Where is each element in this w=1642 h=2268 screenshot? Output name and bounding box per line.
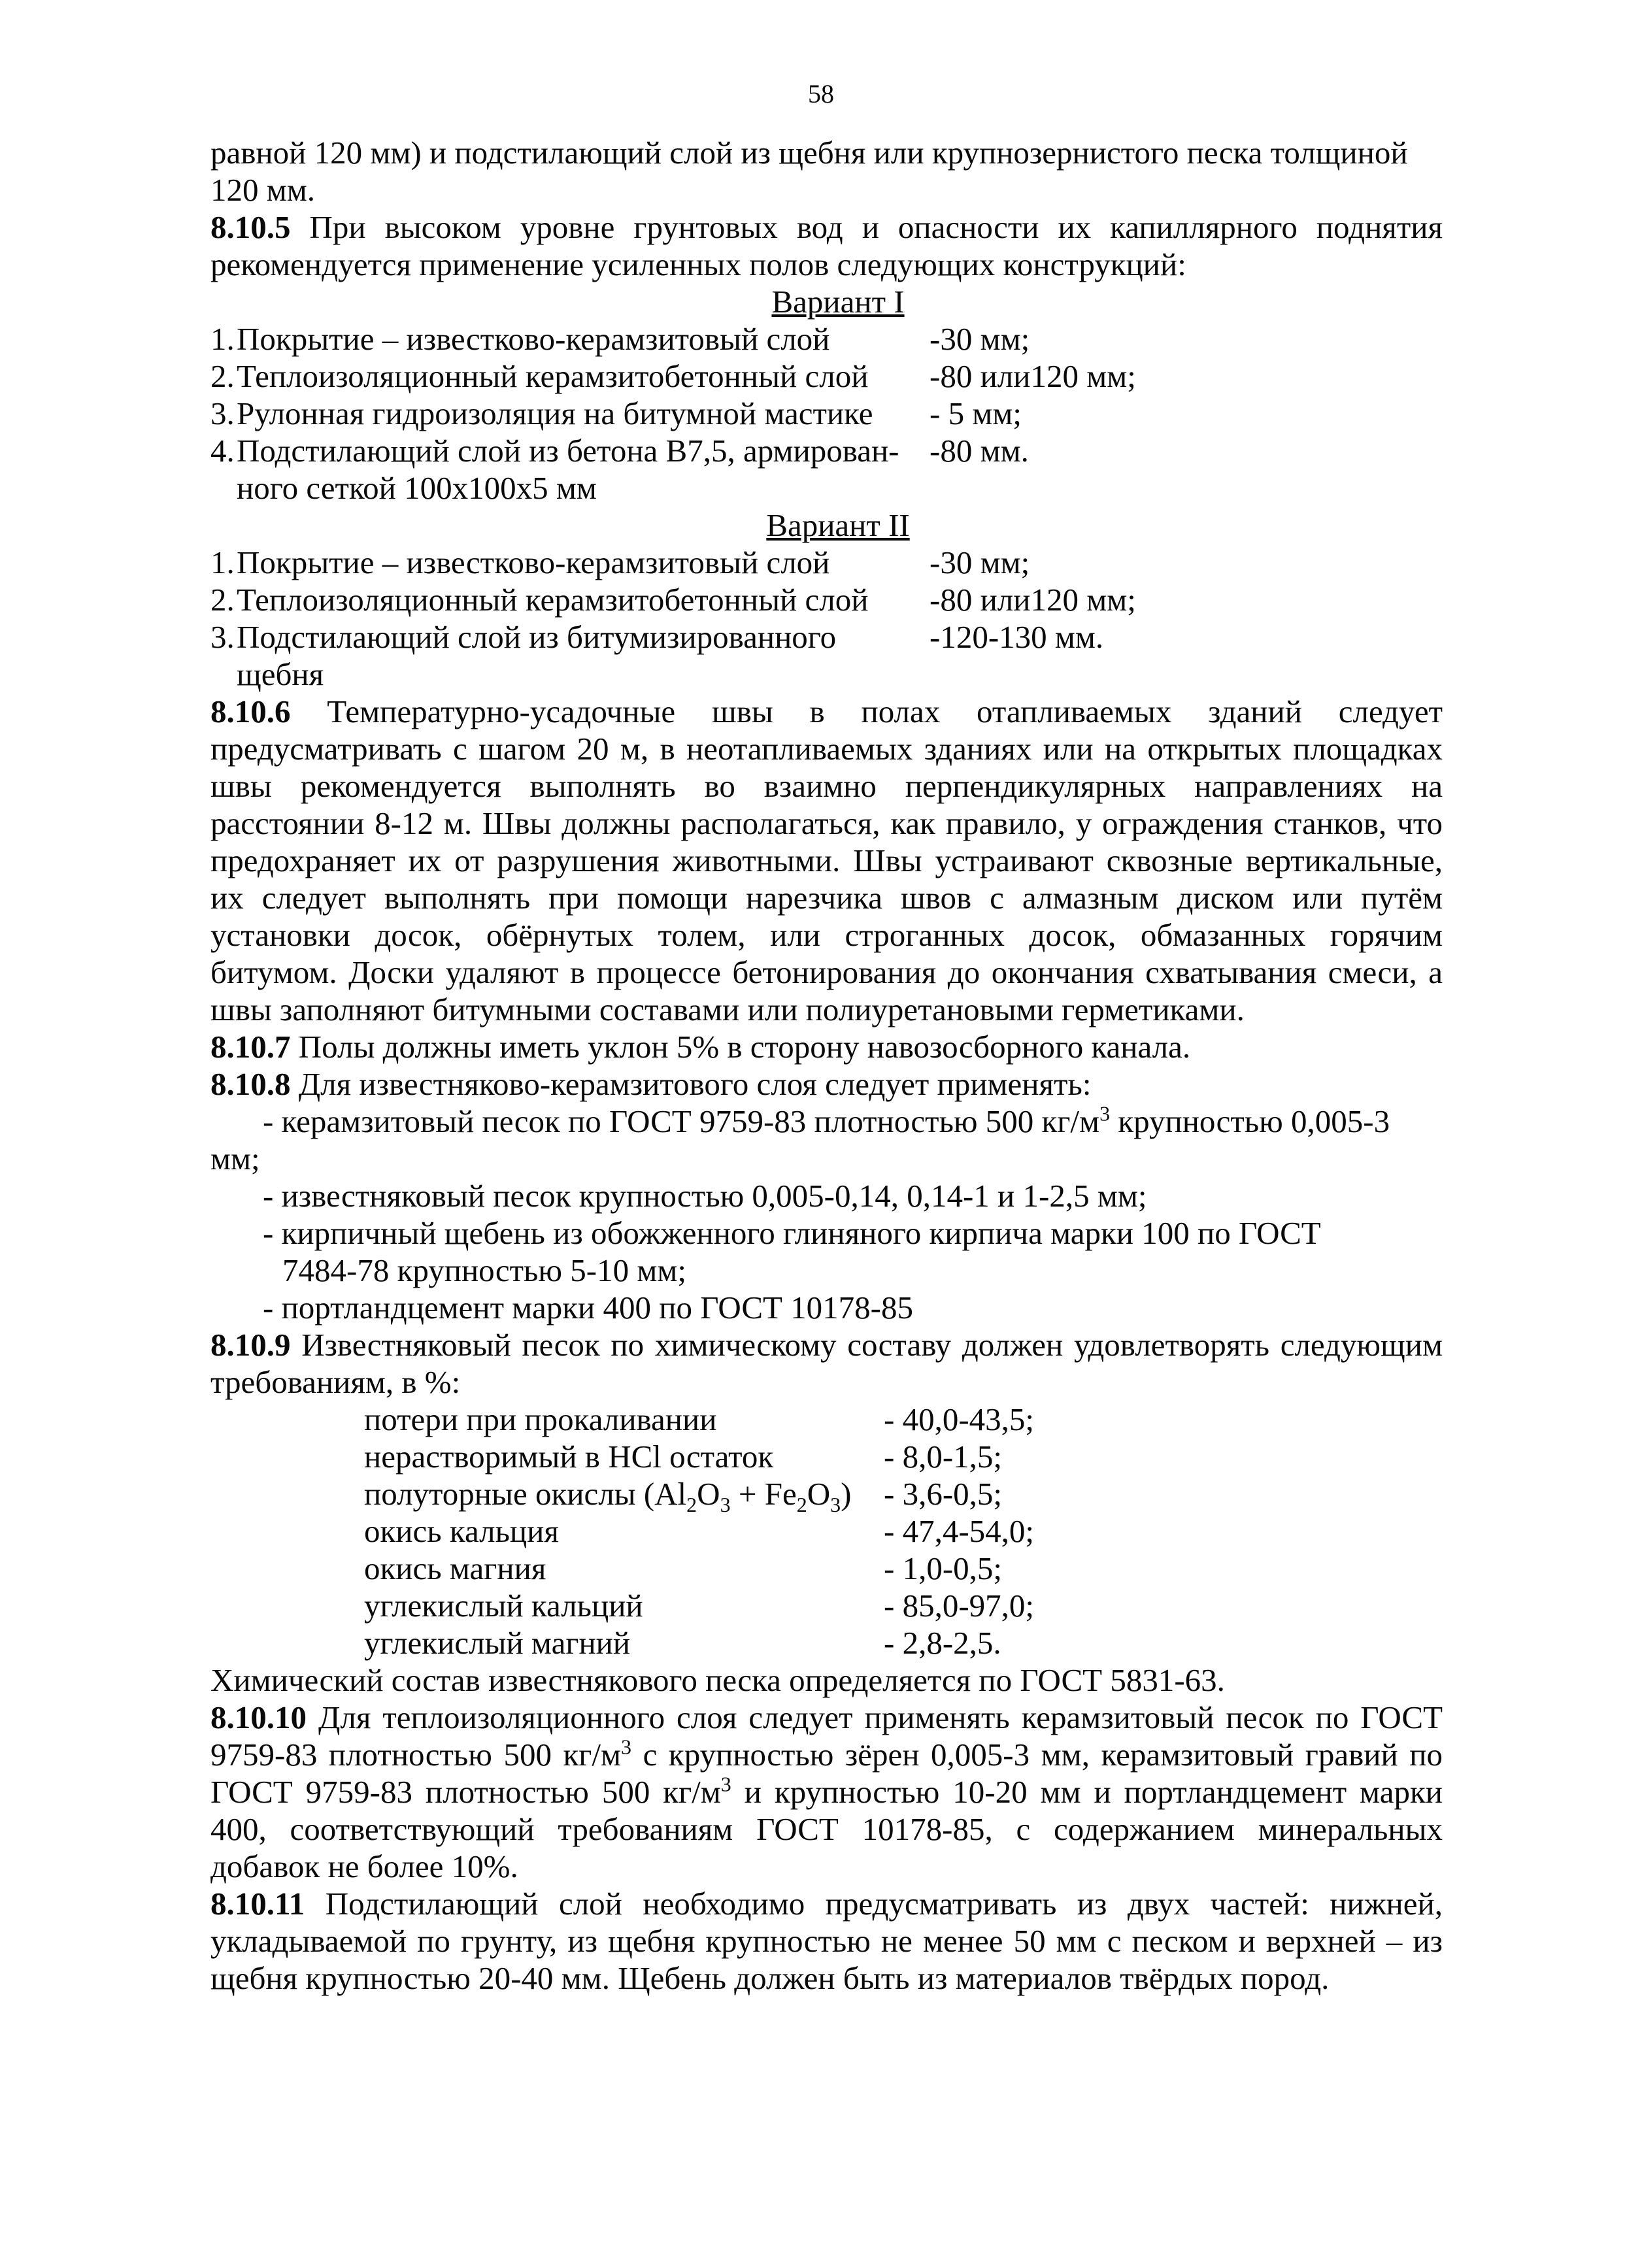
layer-number: 4. [210, 433, 235, 469]
clause-8-10-5 [210, 208, 1443, 283]
list-item-text: - керамзитовый песок по ГОСТ 9759-83 плотностью 500 кг/м [263, 1103, 1100, 1139]
layer-number: 1. [210, 544, 235, 580]
layer-row-continuation [210, 656, 1443, 693]
list-item-continuation [210, 1252, 1443, 1289]
table-row [364, 1438, 1034, 1475]
layer-row [210, 581, 1443, 618]
subscript: 3 [720, 1492, 731, 1516]
layer-row-continuation [210, 469, 1443, 507]
variant-2 [210, 507, 1443, 693]
layer-row [210, 544, 1443, 581]
table-row [364, 1550, 1034, 1587]
formula-part: ) [841, 1476, 852, 1512]
layer-name: Рулонная гидроизоляция на битумной мастике [237, 395, 873, 431]
table-row [364, 1512, 1034, 1550]
layer-name: Покрытие – известково-керамзитовый слой [237, 544, 830, 580]
formula-part: O [807, 1476, 831, 1512]
list-item: - кирпичный щебень из обожженного глиняного кирпича марки 100 по ГОСТ [263, 1215, 1321, 1251]
list-item-text: 7484-78 крупностью 5-10 мм; [282, 1252, 686, 1288]
variant-1 [210, 283, 1443, 507]
clause-8-10-11 [210, 1885, 1443, 1997]
variant-title: Вариант II [766, 507, 910, 543]
superscript: 3 [1099, 1101, 1111, 1126]
chemical-composition-table [364, 1401, 1034, 1661]
page-number: 58 [808, 79, 834, 108]
formula-part: полуторные окислы (Al [364, 1476, 687, 1512]
table-cell-value: - 85,0-97,0; [884, 1588, 1034, 1624]
table-row [364, 1624, 1034, 1661]
list-item [210, 1103, 1443, 1140]
clause-8-10-6 [210, 693, 1443, 1028]
list-item-text: крупностью 0,005-3 [1110, 1103, 1390, 1139]
clause-number: 8.10.11 [210, 1886, 305, 1922]
clause-text: При высоком уровне грунтовых вод и опасности их капиллярного поднятия рекомендуется применение усиленных полов следующих конструкций: [210, 209, 1443, 282]
clause-text: Полы должны иметь уклон 5% в сторону навозосборного канала. [290, 1029, 1191, 1065]
layer-name: Подстилающий слой из битумизированного [237, 619, 837, 655]
superscript: 3 [720, 1772, 731, 1796]
clause-number: 8.10.6 [210, 693, 291, 729]
layer-thickness: - 5 мм; [930, 395, 1022, 431]
material-list [210, 1103, 1443, 1326]
list-item: - портландцемент марки 400 по ГОСТ 10178-85 [263, 1290, 914, 1326]
table-cell-name: углекислый кальций [364, 1588, 643, 1624]
variant-title: Вариант I [771, 284, 905, 320]
formula-part: + Fe [730, 1476, 797, 1512]
clause-number: 8.10.7 [210, 1029, 291, 1065]
table-row [364, 1475, 1034, 1512]
table-cell-value: - 2,8-2,5. [884, 1625, 1001, 1661]
layer-row [210, 432, 1443, 469]
layer-number: 3. [210, 395, 235, 431]
layer-name: Подстилающий слой из бетона В7,5, армирован- [237, 433, 899, 469]
clause-8-10-8 [210, 1065, 1443, 1103]
clause-text: Для теплоизоляционного слоя следует применять керамзитовый песок по ГОСТ 9759-83 плотностью 500 кг/м [210, 1699, 1443, 1773]
clause-number: 8.10.5 [210, 209, 291, 245]
clause-number: 8.10.9 [210, 1327, 291, 1363]
clause-text: Для известняково-керамзитового слоя следует применять: [290, 1066, 1092, 1102]
intro-paragraph [210, 134, 1443, 208]
list-item: - известняковый песок крупностью 0,005-0,14, 0,14-1 и 1-2,5 мм; [263, 1178, 1147, 1214]
subscript: 3 [830, 1492, 841, 1516]
layer-number: 1. [210, 321, 235, 357]
table-row [364, 1587, 1034, 1624]
table-cell-value: - 47,4-54,0; [884, 1513, 1034, 1549]
table-cell-name: нерастворимый в HCl остаток [364, 1439, 774, 1475]
table-cell-value: - 3,6-0,5; [884, 1476, 1002, 1512]
clause-text: Температурно-усадочные швы в полах отапливаемых зданий следует предусматривать с шагом 20 м, в неотапливаемых зданиях или на открытых площадках швы рекомендуется выполнять во взаимно перпендикулярных направлениях на расстоянии 8-12 м. Швы должны располагаться, как правило, у ограждения станков, что предохраняет их от разрушения животными. Швы устраивают сквозные вертикальные, их следует выполнять при помощи нарезчика швов с алмазным диском или путём установки досок, обёрнутых толем, или строганных досок, обмазанных горячим битумом. Доски удаляют в процессе бетонирования до окончания схватывания смеси, а швы заполняют битумными составами или полиуретановыми герметиками. [210, 693, 1443, 1027]
clause-8-10-7 [210, 1028, 1443, 1065]
intro-line-2: 120 мм. [210, 172, 316, 208]
layer-row [210, 618, 1443, 656]
layer-thickness: -80 мм. [930, 433, 1029, 469]
list-item-continuation: мм; [210, 1141, 260, 1176]
clause-8-10-9 [210, 1326, 1443, 1401]
chemical-composition-note: Химический состав известнякового песка определяется по ГОСТ 5831-63. [210, 1662, 1225, 1698]
layer-thickness: -80 или120 мм; [930, 358, 1136, 394]
table-cell-value: - 1,0-0,5; [884, 1550, 1002, 1586]
table-cell-name: окись кальция [364, 1513, 559, 1549]
clause-text: Известняковый песок по химическому составу должен удовлетворять следующим требованиям, в %: [210, 1327, 1443, 1400]
table-cell-name: потери при прокаливании [364, 1401, 717, 1437]
layer-number: 2. [210, 358, 235, 394]
table-cell-name: окись магния [364, 1550, 546, 1586]
table-cell-value: - 8,0-1,5; [884, 1439, 1002, 1475]
clause-text: Подстилающий слой необходимо предусматривать из двух частей: нижней, укладываемой по грунту, из щебня крупностью не менее 50 мм с песком и верхней – из щебня крупностью 20-40 мм. Щебень должен быть из материалов твёрдых пород. [210, 1886, 1443, 1996]
clause-8-10-10 [210, 1699, 1443, 1885]
clause-text: с крупностью зёрен 0,005-3 мм, керамзитовый гравий по ГОСТ 9759-83 плотностью 500 кг/м [210, 1737, 1443, 1810]
layer-thickness: -80 или120 мм; [930, 582, 1136, 618]
layer-row [210, 320, 1443, 358]
layer-thickness: -30 мм; [930, 544, 1030, 580]
superscript: 3 [621, 1735, 632, 1759]
subscript: 2 [796, 1492, 807, 1516]
table-cell-name [364, 1475, 884, 1516]
layer-number: 2. [210, 582, 235, 618]
layer-name-continuation: щебня [237, 656, 324, 692]
subscript: 2 [686, 1492, 697, 1516]
layer-name: Покрытие – известково-керамзитовый слой [237, 321, 830, 357]
clause-text: и крупностью 10-20 мм и портландцемент марки 400, соответствующий требованиям ГОСТ 10178-85, с содержанием минеральных добавок не более 10%. [210, 1774, 1443, 1884]
table-cell-value: - 40,0-43,5; [884, 1401, 1034, 1437]
layer-name-continuation: ного сеткой 100х100х5 мм [237, 470, 597, 506]
layer-row [210, 358, 1443, 395]
layer-thickness: -30 мм; [930, 321, 1030, 357]
layer-row [210, 395, 1443, 432]
layer-number: 3. [210, 619, 235, 655]
formula-part: O [697, 1476, 720, 1512]
clause-number: 8.10.10 [210, 1699, 307, 1735]
document-body [210, 134, 1443, 1997]
layer-name: Теплоизоляционный керамзитобетонный слой [237, 582, 869, 618]
table-cell-name: углекислый магний [364, 1625, 631, 1661]
layer-name: Теплоизоляционный керамзитобетонный слой [237, 358, 869, 394]
layer-thickness: -120-130 мм. [930, 619, 1104, 655]
clause-number: 8.10.8 [210, 1066, 291, 1102]
intro-line-1: равной 120 мм) и подстилающий слой из щебня или крупнозернистого песка толщиной [210, 135, 1408, 171]
table-row [364, 1401, 1034, 1438]
